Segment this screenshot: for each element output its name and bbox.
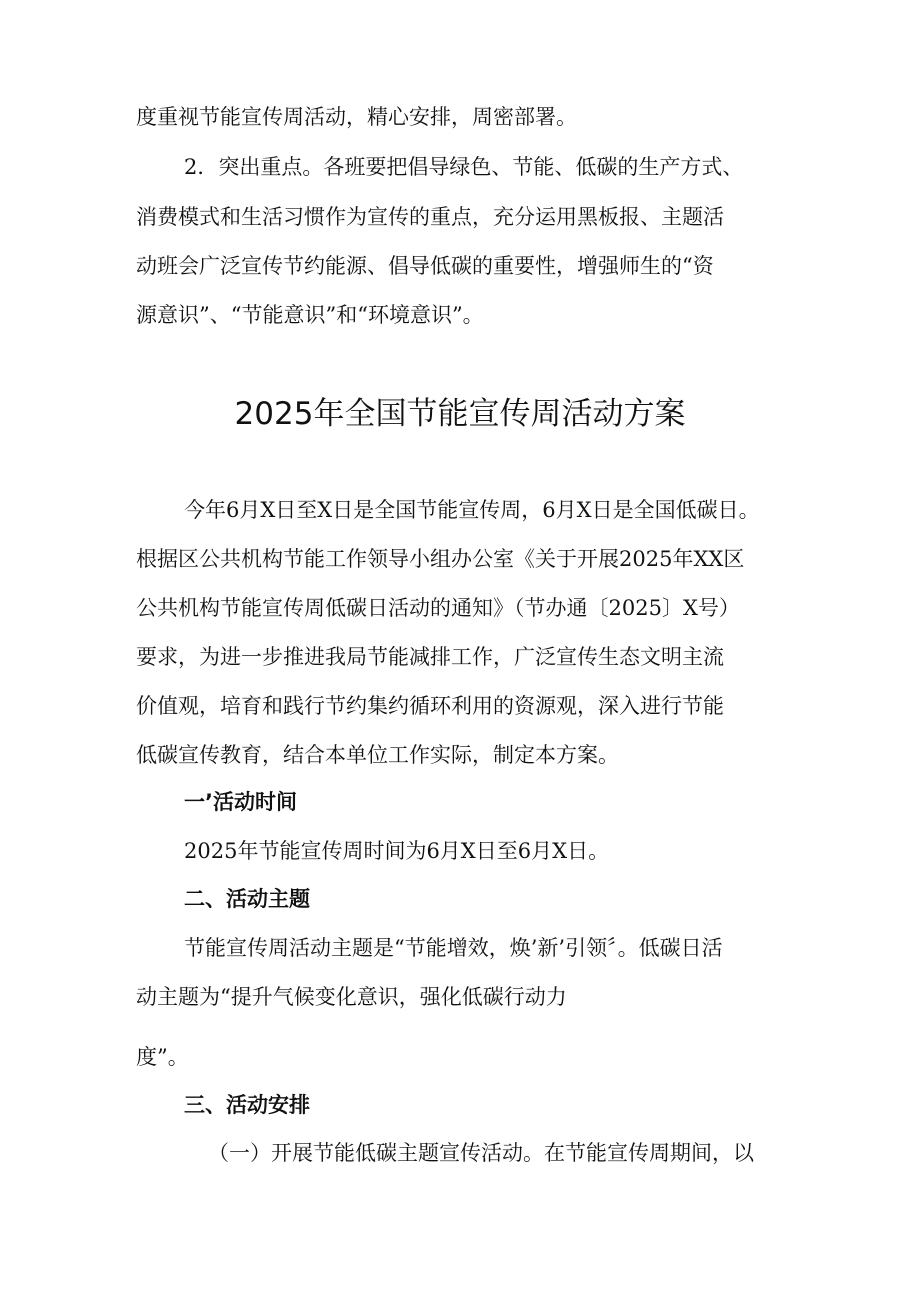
paragraph-line: 动班会广泛宣传节约能源、倡导低碳的重要性，增强师生的“资	[136, 254, 714, 278]
paragraph-line: 消费模式和生活习惯作为宣传的重点，充分运用黑板报、主题活	[136, 205, 724, 229]
intro-line: 低碳宣传教育，结合本单位工作实际，制定本方案。	[136, 743, 619, 767]
section-body-line: 动主题为“提升气候变化意识，强化低碳行动力	[136, 985, 567, 1009]
section-body-line: 2025年节能宣传周时间为6月X日至6月X日。	[184, 839, 610, 863]
section-heading-arrangement: 三、活动安排	[184, 1093, 310, 1117]
intro-line: 要求，为进一步推进我局节能减排工作，广泛宣传生态文明主流	[136, 645, 724, 669]
document-title: 2025年全国节能宣传周活动方案	[234, 396, 686, 432]
paragraph-line: 源意识”、“节能意识”和“环境意识”。	[136, 303, 484, 327]
section-body-line: 节能宣传周活动主题是“节能增效，焕’新’引领〞。低碳日活	[184, 936, 723, 960]
section-heading-theme: 二、活动主题	[184, 887, 310, 911]
section-body-line: 度”。	[136, 1045, 189, 1069]
section-heading-time: 一’活动时间	[184, 790, 297, 814]
intro-line: 今年6月X日至X日是全国节能宣传周，6月X日是全国低碳日。	[184, 498, 760, 522]
intro-line: 价值观，培育和践行节约集约循环利用的资源观，深入进行节能	[136, 694, 724, 718]
list-item-2-line: 2．突出重点。各班要把倡导绿色、节能、低碳的生产方式、	[184, 155, 744, 179]
intro-line: 公共机构节能宣传周低碳日活动的通知》（节办通〔2025〕X号）	[136, 596, 740, 620]
paragraph-line: 度重视节能宣传周活动，精心安排，周密部署。	[136, 105, 577, 129]
section-body-line: （一）开展节能低碳主题宣传活动。在节能宣传周期间，以	[208, 1141, 754, 1165]
intro-line: 根据区公共机构节能工作领导小组办公室《关于开展2025年XX区	[136, 547, 745, 571]
